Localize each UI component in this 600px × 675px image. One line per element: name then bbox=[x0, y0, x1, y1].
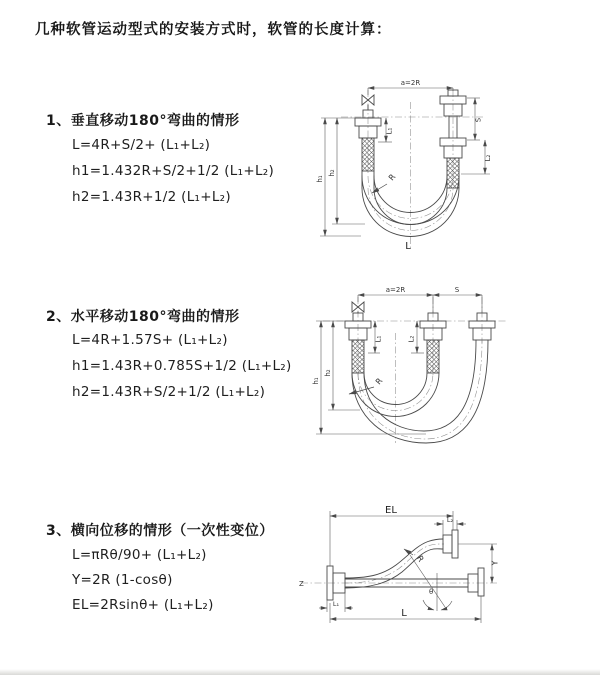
dim-label-l1: L₁ bbox=[332, 600, 340, 608]
dim-label-l2: L₂ bbox=[407, 335, 416, 343]
section3-formula-EL: EL=2Rsinθ+ (L₁+L₂) bbox=[72, 597, 214, 613]
angle-label: θ bbox=[429, 588, 434, 596]
hose-arc-position2 bbox=[352, 340, 488, 443]
section2-formula-L: L=4R+1.57S+ (L₁+L₂) bbox=[72, 332, 228, 348]
dim-label-l2: L₂ bbox=[446, 516, 454, 524]
centerlines bbox=[323, 297, 508, 443]
dim-label-a2r: a=2R bbox=[385, 286, 406, 294]
braided-hose-section bbox=[447, 158, 459, 188]
dim-label-l1: L₁ bbox=[374, 335, 383, 343]
dim-label-el: EL bbox=[385, 505, 397, 516]
dim-label-y: Y bbox=[490, 560, 500, 566]
section2-heading: 2、水平移动180°弯曲的情形 bbox=[46, 309, 240, 325]
diagram-vertical-180-bend bbox=[313, 76, 598, 254]
dim-label-s: S bbox=[454, 286, 460, 294]
dim-label-l2: L₂ bbox=[484, 154, 492, 162]
dim-label-a2r: a=2R bbox=[400, 79, 421, 87]
hose-drawing bbox=[345, 302, 495, 443]
braided-hose-section bbox=[352, 340, 364, 373]
break-mark: Z bbox=[299, 580, 304, 588]
dim-label-h2: h₂ bbox=[328, 169, 336, 177]
length-label: L bbox=[405, 241, 411, 252]
scan-edge-artifact bbox=[0, 669, 600, 675]
page-title: 几种软管运动型式的安装方式时，软管的长度计算： bbox=[35, 22, 392, 38]
section3-formula-L: L=πRθ/90+ (L₁+L₂) bbox=[72, 547, 207, 563]
dim-label-s: S bbox=[474, 117, 483, 123]
braided-hose-section bbox=[362, 138, 374, 171]
hose-curve-top-wall bbox=[345, 539, 443, 578]
dim-label-l: L bbox=[401, 608, 407, 619]
diagram-lateral-displacement bbox=[296, 503, 596, 643]
section2-formula-h2: h2=1.43R+S/2+1/2 (L₁+L₂) bbox=[72, 384, 266, 400]
radius-label: R bbox=[386, 172, 398, 183]
flange-block-top bbox=[443, 535, 452, 553]
dim-label-l1: L₁ bbox=[385, 127, 394, 135]
section3-formula-Y: Y=2R (1-cosθ) bbox=[72, 572, 173, 588]
flange-plate-top bbox=[452, 530, 458, 558]
dim-label-h1: h₁ bbox=[316, 175, 324, 183]
section1-heading: 1、垂直移动180°弯曲的情形 bbox=[46, 113, 240, 129]
dimensions bbox=[316, 79, 492, 252]
radius-label: R bbox=[373, 376, 385, 387]
diagram-horizontal-180-bend bbox=[308, 283, 598, 461]
section3-heading: 3、横向位移的情形（一次性变位） bbox=[46, 523, 274, 539]
hose-drawing bbox=[299, 530, 484, 611]
braided-hose-section bbox=[427, 340, 439, 373]
section2-formula-h1: h1=1.43R+0.785S+1/2 (L₁+L₂) bbox=[72, 358, 292, 374]
dim-label-h2: h₂ bbox=[324, 369, 332, 377]
flange-plate-right bbox=[478, 568, 484, 596]
section1-formula-h2: h2=1.43R+1/2 (L₁+L₂) bbox=[72, 189, 231, 205]
dim-label-h1: h₁ bbox=[312, 377, 320, 385]
section1-formula-L: L=4R+S/2+ (L₁+L₂) bbox=[72, 137, 211, 153]
dimensions bbox=[319, 505, 500, 623]
radius-label: R bbox=[414, 554, 426, 564]
dimensions bbox=[312, 286, 482, 434]
section1-formula-h1: h1=1.432R+S/2+1/2 (L₁+L₂) bbox=[72, 163, 275, 179]
